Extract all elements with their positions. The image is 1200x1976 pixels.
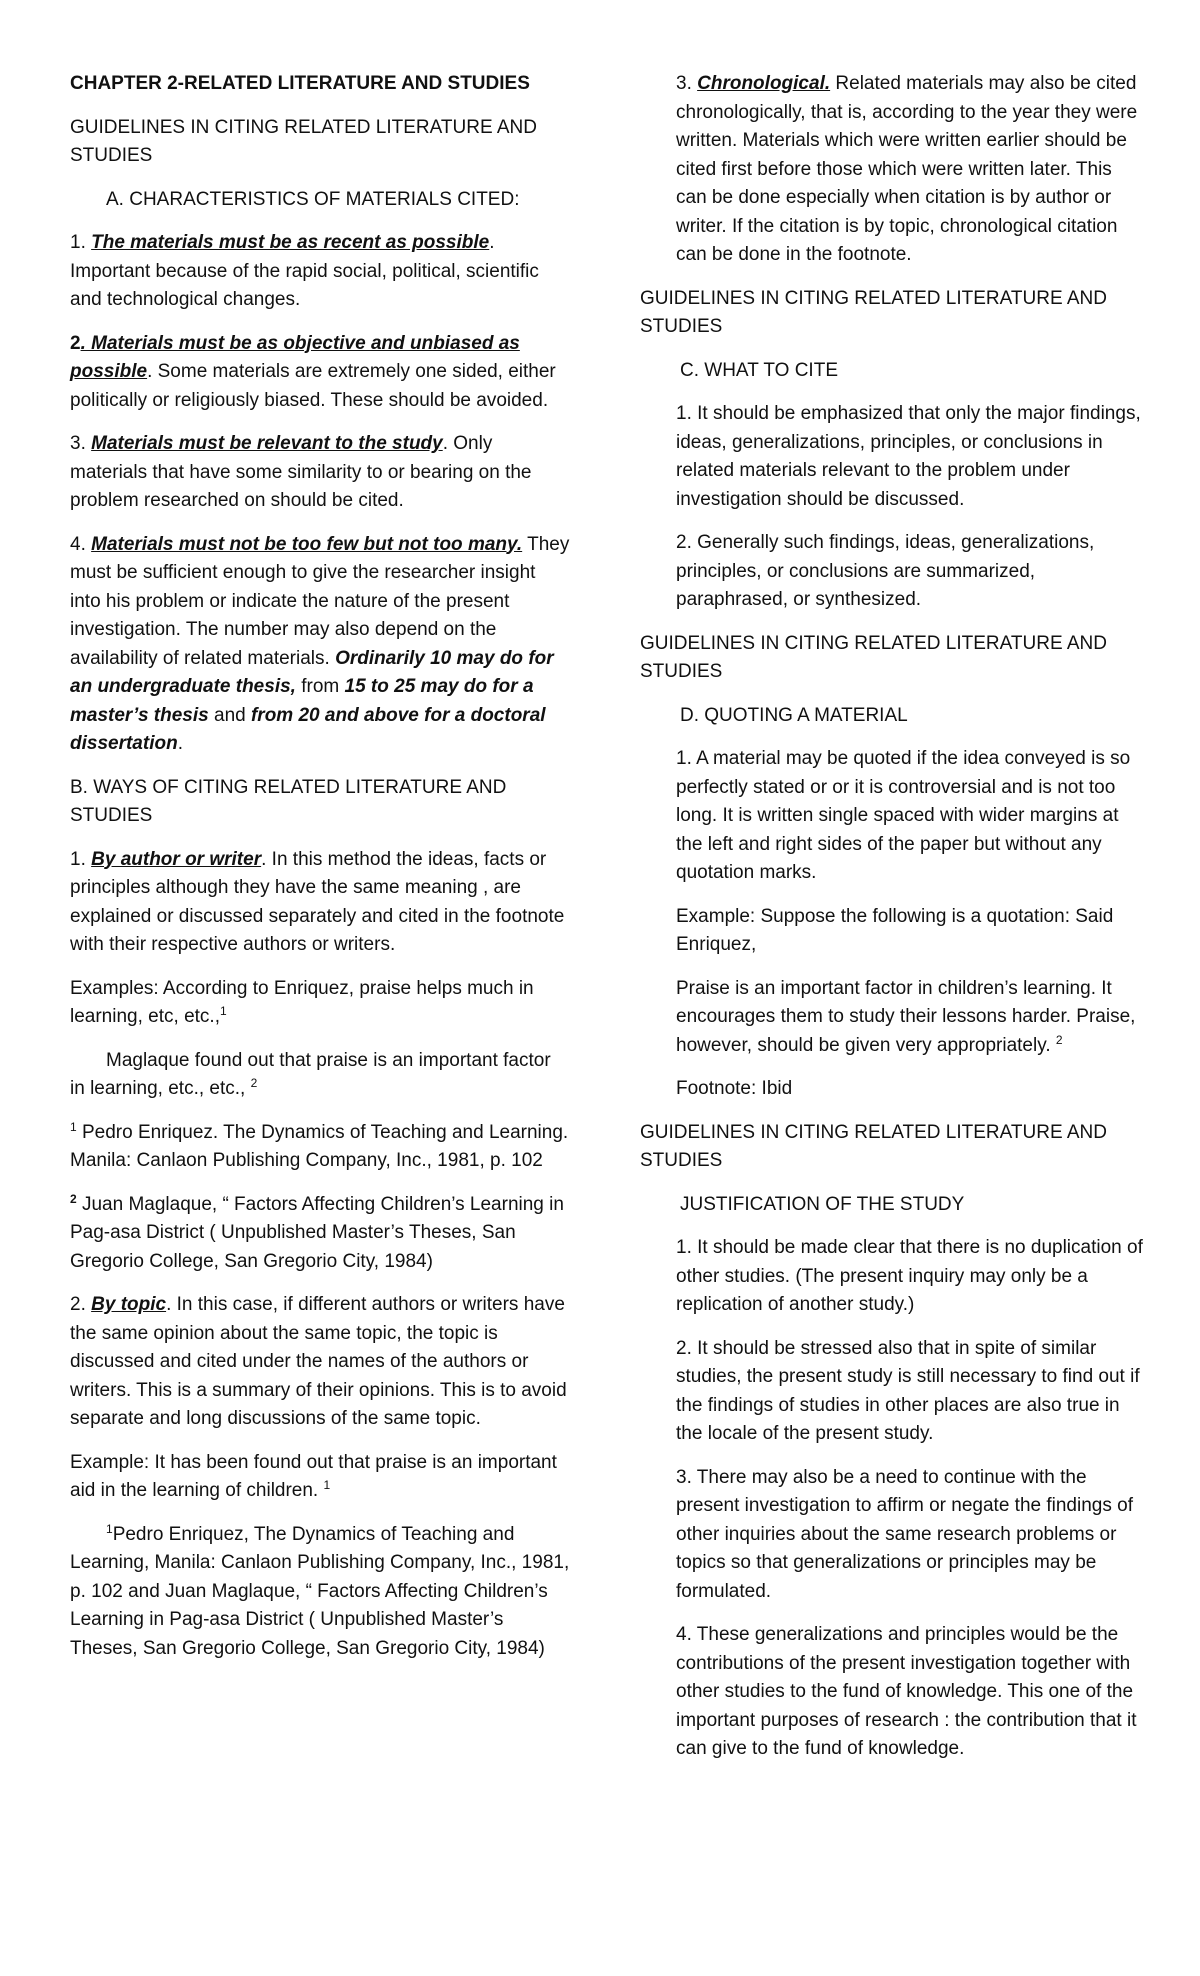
item-number: 3. xyxy=(676,73,698,94)
characteristic-item-2 xyxy=(70,330,570,416)
item-text: . In this method the ideas, facts or principles although they have the same meaning , are explained or discussed separately and cited in the footnote with their respective authors or writers. xyxy=(70,848,565,955)
justification-heading: JUSTIFICATION OF THE STUDY xyxy=(680,1193,965,1215)
section-b-heading: B. WAYS OF CITING RELATED LITERATURE AND STUDIES xyxy=(70,776,507,826)
footnote-text: Pedro Enriquez. The Dynamics of Teaching and Learning. Manila: Canlaon Publishing Company, Inc., 1981, p. 102 xyxy=(70,1121,569,1171)
example-paragraph xyxy=(70,1047,570,1104)
item-title: By author or writer xyxy=(91,848,262,870)
item-number: 3. xyxy=(70,433,92,454)
superscript: 2 xyxy=(1055,1032,1063,1047)
characteristic-item-1 xyxy=(70,229,570,315)
what-to-cite-item-1: 1. It should be emphasized that only the major findings, ideas, generalizations, principles, or conclusions in related materials relevant to the problem under investigation should be discussed. xyxy=(676,403,1141,510)
superscript: 1 xyxy=(106,1521,113,1536)
section-d-heading: D. QUOTING A MATERIAL xyxy=(680,704,908,726)
example-paragraph xyxy=(70,1449,570,1506)
guidelines-heading: GUIDELINES IN CITING RELATED LITERATURE AND STUDIES xyxy=(640,1121,1107,1171)
what-to-cite-item-2: 2. Generally such findings, ideas, generalizations, principles, or conclusions are summarized, paraphrased, or synthesized. xyxy=(676,532,1095,610)
example-paragraph xyxy=(70,975,570,1032)
footnote-2 xyxy=(70,1191,570,1277)
emphasis-text: 15 to 25 may do for a master’s thesis xyxy=(70,676,534,726)
guidelines-heading: GUIDELINES IN CITING RELATED LITERATURE AND STUDIES xyxy=(70,116,537,166)
item-text: . In this case, if different authors or writers have the same opinion about the same topic, the topic is discussed and cited under the names of the authors or writers. This is a summary of their opinions. This is to avoid separate and long discussions of the same topic. xyxy=(70,1294,567,1429)
example-text: Maglaque found out that praise is an important factor in learning, etc., etc., xyxy=(70,1049,551,1099)
superscript: 2 xyxy=(250,1076,258,1090)
superscript: 1 xyxy=(219,1004,227,1018)
characteristic-item-3 xyxy=(70,430,570,516)
characteristic-item-4 xyxy=(70,531,570,759)
justification-item-4: 4. These generalizations and principles would be the contributions of the present investigation together with other studies to the fund of knowledge. This one of the important purposes of research : the contribution that it can give to the fund of knowledge. xyxy=(676,1624,1137,1759)
quote-footnote: Footnote: Ibid xyxy=(676,1078,793,1099)
footnote-text: Juan Maglaque, “ Factors Affecting Children’s Learning in Pag-asa District ( Unpublished Master’s Theses, San Gregorio College, San Gregorio City, 1984) xyxy=(70,1193,564,1272)
right-column xyxy=(640,70,1145,1779)
item-title: Materials must be relevant to the study xyxy=(91,433,443,454)
item-text: They must be sufficient enough to give the researcher insight into his problem or indicate the nature of the present investigation. The number may also depend on the availability of related materials. xyxy=(70,533,570,669)
superscript: 2 xyxy=(70,1191,77,1206)
item-title: By topic xyxy=(91,1294,167,1315)
item-number: 1. xyxy=(70,232,92,253)
emphasis-text: from 20 and above for a doctoral dissertation xyxy=(70,704,546,754)
emphasis-text: Ordinarily 10 may do for an undergraduate thesis, xyxy=(70,647,554,697)
citing-method-2 xyxy=(70,1291,570,1434)
citing-method-3 xyxy=(640,70,1145,270)
justification-item-2: 2. It should be stressed also that in spite of similar studies, the present study is still necessary to find out if the findings of studies in other places are also true in the locale of the present study. xyxy=(676,1337,1140,1444)
item-text: Related materials may also be cited chronologically, that is, according to the year they were written. Materials which were written earlier should be cited first before those which were written later. This can be done especially when citation is by author or writer. If the citation is by topic, chronological citation can be done in the footnote. xyxy=(676,73,1138,265)
guidelines-heading: GUIDELINES IN CITING RELATED LITERATURE AND STUDIES xyxy=(640,287,1107,337)
item-text: . xyxy=(177,733,183,754)
guidelines-heading: GUIDELINES IN CITING RELATED LITERATURE AND STUDIES xyxy=(640,632,1107,682)
justification-item-3: 3. There may also be a need to continue with the present investigation to affirm or negate the findings of other inquiries about the same research problems or topics so that generalizations or principles may be formulated. xyxy=(676,1466,1133,1602)
footnote-1 xyxy=(70,1119,570,1176)
item-text: . Some materials are extremely one sided, either politically or religiously biased. These should be avoided. xyxy=(70,361,556,411)
quote-text: Praise is an important factor in children’s learning. It encourages them to study their lessons harder. Praise, however, should be given very appropriately. xyxy=(676,977,1136,1056)
example-text: Examples: According to Enriquez, praise helps much in learning, etc, etc., xyxy=(70,977,534,1027)
section-a-heading: A. CHARACTERISTICS OF MATERIALS CITED: xyxy=(106,188,520,210)
superscript: 1 xyxy=(70,1119,77,1134)
item-text: . Important because of the rapid social, political, scientific and technological changes. xyxy=(70,232,539,310)
quoting-item-1: 1. A material may be quoted if the idea conveyed is so perfectly stated or or it is controversial and is not too long. It is written single spaced with wider margins at the left and right sides of the paper but without any quotation marks. xyxy=(676,748,1131,883)
item-text: from xyxy=(295,676,345,697)
superscript: 1 xyxy=(323,1478,331,1492)
item-title: Materials must not be too few but not too many. xyxy=(91,533,523,555)
item-title: Chronological. xyxy=(697,73,831,94)
item-title: The materials must be as recent as possible xyxy=(91,232,490,253)
quoting-example: Example: Suppose the following is a quotation: Said Enriquez, xyxy=(676,905,1114,955)
footnote-text: Pedro Enriquez, The Dynamics of Teaching and Learning, Manila: Canlaon Publishing Company, Inc., 1981, p. 102 and Juan Maglaque, “ Factors Affecting Children’s Learning in Pag-asa District ( Unpublished Master’s Theses, San Gregorio College, San Gregorio City, 1984) xyxy=(70,1523,570,1659)
item-number: 1. xyxy=(70,848,92,870)
example-text: Example: It has been found out that praise is an important aid in the learning of children. xyxy=(70,1451,557,1501)
footnote-3 xyxy=(70,1521,570,1664)
section-c-heading: C. WHAT TO CITE xyxy=(680,359,838,381)
item-text: and xyxy=(208,704,251,726)
item-number: 2. xyxy=(70,1294,92,1315)
left-column xyxy=(70,70,570,1678)
item-number: 4. xyxy=(70,533,92,555)
item-number: 2 xyxy=(70,332,81,354)
justification-item-1: 1. It should be made clear that there is no duplication of other studies. (The present inquiry may only be a replication of another study.) xyxy=(676,1237,1143,1315)
item-title: . Materials must be as objective and unbiased as possible xyxy=(70,332,520,382)
chapter-title: CHAPTER 2-RELATED LITERATURE AND STUDIES xyxy=(70,73,530,94)
citing-method-1 xyxy=(70,846,570,960)
quoted-passage xyxy=(640,975,1145,1061)
item-text: . Only materials that have some similarity to or bearing on the problem researched on should be cited. xyxy=(70,433,532,511)
